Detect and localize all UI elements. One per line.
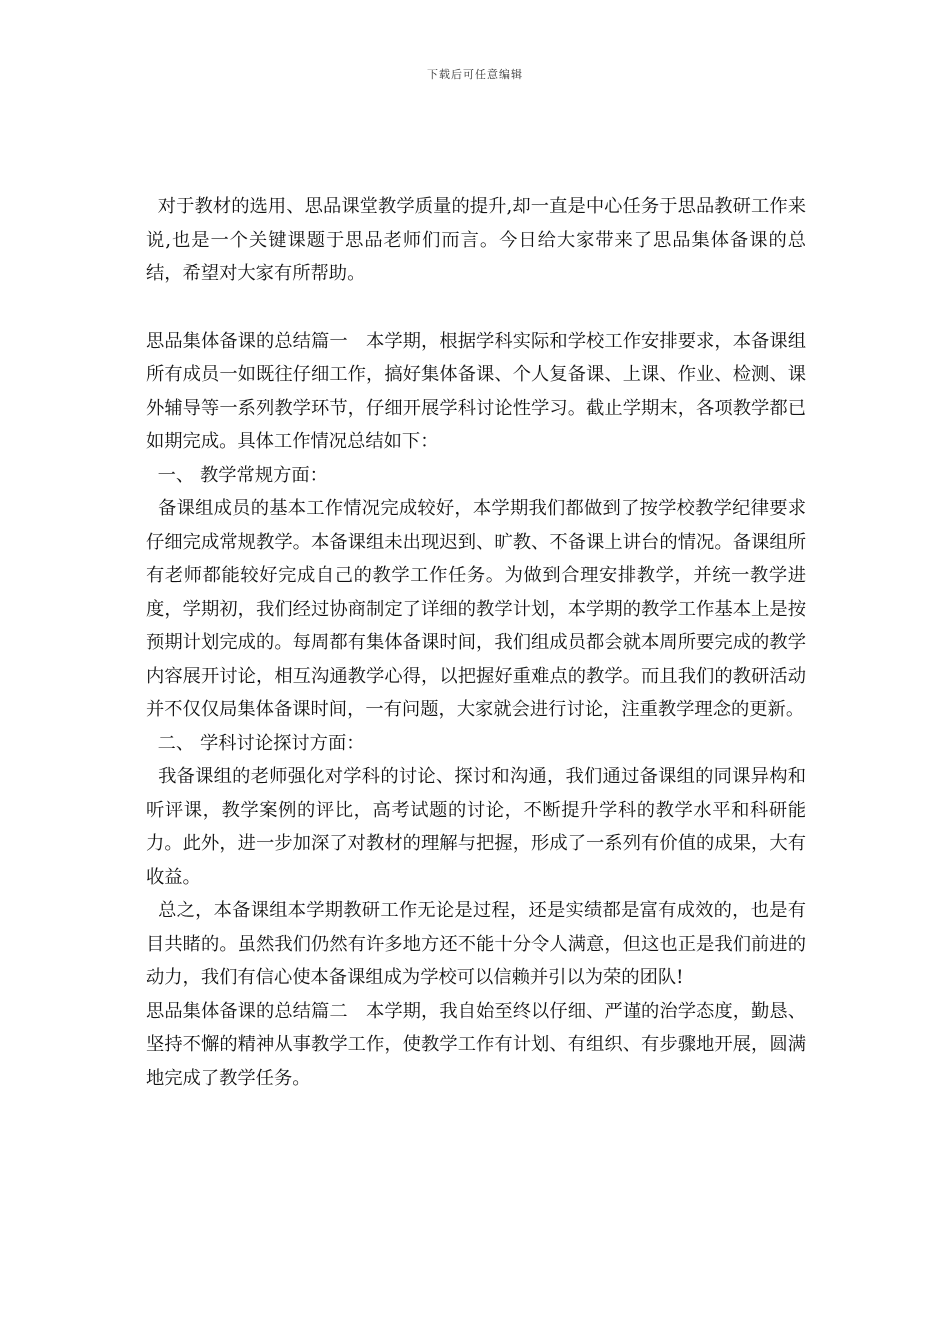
paragraph-gap xyxy=(146,291,806,325)
subject-discussion-paragraph: 我备课组的老师强化对学科的讨论、探讨和沟通，我们通过备课组的同课异构和听评课，教学案例的评比，高考试题的讨论，不断提升学科的教学水平和科研能力。此外，进一步加深了对教材的理解与把握，形成了一系列有价值的成果，大有收益。 xyxy=(146,766,807,888)
document-body xyxy=(146,190,806,1095)
heading-teaching-routine: 一、 教学常规方面： xyxy=(146,464,328,486)
heading-subject-discussion: 二、 学科讨论探讨方面： xyxy=(146,732,365,754)
intro-paragraph: 对于教材的选用、思品课堂教学质量的提升,却一直是中心任务于思品教研工作来说,也是一个关键课题于思品老师们而言。今日给大家带来了思品集体备课的总结，希望对大家有所帮助。 xyxy=(146,196,807,284)
section-one-intro: 思品集体备课的总结篇一 本学期，根据学科实际和学校工作安排要求，本备课组所有成员一如既往仔细工作，搞好集体备课、个人复备课、上课、作业、检测、课外辅导等一系列教学环节，仔细开展学科讨论性学习。截止学期末，各项教学都已如期完成。具体工作情况总结如下： xyxy=(146,330,806,452)
summary-paragraph: 总之，本备课组本学期教研工作无论是过程，还是实绩都是富有成效的，也是有目共睹的。虽然我们仍然有许多地方还不能十分令人满意，但这也正是我们前进的动力，我们有信心使本备课组成为学校可以信赖并引以为荣的团队! xyxy=(146,900,807,988)
page-header: 下载后可任意编辑 xyxy=(427,68,523,81)
teaching-routine-paragraph: 备课组成员的基本工作情况完成较好，本学期我们都做到了按学校教学纪律要求仔细完成常规教学。本备课组未出现迟到、旷教、不备课上讲台的情况。备课组所有老师都能较好完成自己的教学工作任务。为做到合理安排教学，并统一教学进度，学期初，我们经过协商制定了详细的教学计划，本学期的教学工作基本上是按预期计划完成的。每周都有集体备课时间，我们组成员都会就本周所要完成的教学内容展开讨论，相互沟通教学心得，以把握好重难点的教学。而且我们的教研活动并不仅仅局集体备课时间，一有问题，大家就会进行讨论，注重教学理念的更新。 xyxy=(146,498,807,720)
section-two-intro: 思品集体备课的总结篇二 本学期，我自始至终以仔细、严谨的治学态度，勤恳、坚持不懈的精神从事教学工作，使教学工作有计划、有组织、有步骤地开展，圆满地完成了教学任务。 xyxy=(146,1000,806,1089)
